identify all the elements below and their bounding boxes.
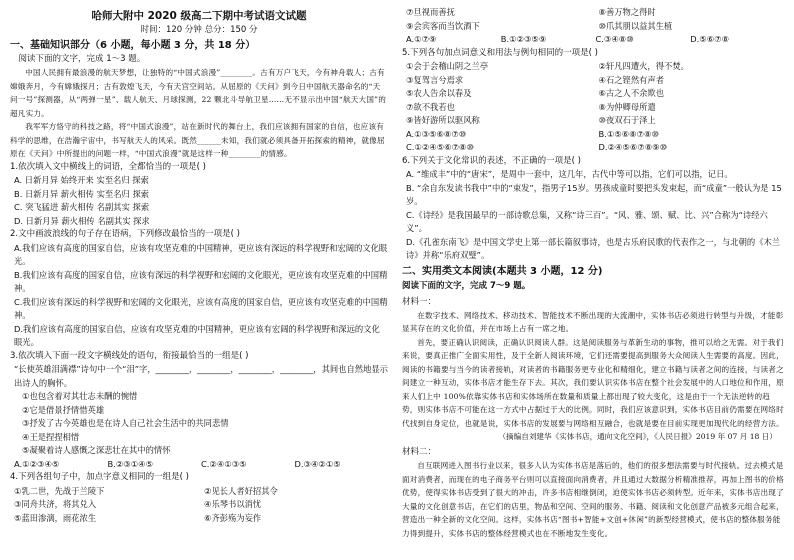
- question-1-option-d[interactable]: D. 日新月异 薪火相传 名副其实 探求: [14, 215, 150, 226]
- question-4-items: [10, 485, 388, 526]
- question-4-item: ⑩爪其朋以益其生植: [598, 20, 673, 31]
- section1-instruction: 阅读下面的文字，完成 1～3 题。: [18, 54, 146, 64]
- section2-heading: 二、实用类文本阅读(本题共 3 小题，12 分): [402, 265, 603, 277]
- question-4-option-d[interactable]: D.⑤⑥⑦⑧: [690, 34, 730, 44]
- question-5-item: ③复驾言兮焉求: [406, 74, 464, 85]
- question-6-option-a[interactable]: A. “维成丰”中的“唐宋”，是周中一套中，这几年，古代中等可以指，它们可以指，记日。: [406, 169, 733, 179]
- question-1-option-c[interactable]: C. 突飞猛进 薪火相传 名副其实 探索: [14, 202, 150, 212]
- section2-instruction: 阅读下面的文字，完成 7～9 题。: [402, 280, 531, 291]
- material-2-label: 材料二：: [402, 447, 437, 457]
- question-3-intro: “长使英雄泪满襟”诗句中一个“泪”字，________，________，________，________，其间也自然地显示出诗人的胸怀。: [14, 364, 388, 388]
- question-4-options: [402, 33, 785, 47]
- question-2-option-a[interactable]: A.我们应该有高度的国家自信，应该有攻坚克难的中国精神，更应该有深远的科学视野和宏阔的文化眼光。: [14, 242, 388, 266]
- question-5-item: ⑨皆好游所以驱风称: [406, 115, 480, 125]
- question-4-item: ⑧善万物之得时: [598, 7, 656, 17]
- material-1-label: 材料一：: [402, 296, 437, 307]
- question-4-item: ⑦旦视而善抚: [406, 7, 455, 17]
- passage-paragraph-2: 我军军方恪守的科技之路，将“中国式浪漫”，站在新时代的舞台上，我们应该拥有国家的自信，也应该有科学的思维，在浩瀚宇宙中，书写航天人的风采。既然______未知，我们就必须具备开拓探索的精神，就像屈原在《天问》中所提出的问题一样，“中国式浪漫”就是这样一种________的情感。: [10, 122, 385, 158]
- question-5-item: ①会于会稽山阴之兰亭: [406, 61, 489, 71]
- question-6-option-c[interactable]: C.《诗经》是我国最早的一部诗歌总集，又称“诗三百”。“风、雅、颂、赋、比、兴”合称为“诗经六义”。: [406, 209, 768, 233]
- question-5-items: [402, 60, 785, 128]
- question-3-option-c[interactable]: C.②④①③⑤: [201, 458, 247, 469]
- question-1-option-b[interactable]: B. 日新月异 薪火相传 实至名归 探索: [14, 188, 150, 199]
- question-2-option-c[interactable]: C.我们应该有深远的科学视野和宏阔的文化眼光，应该有高度的国家自信，更应该有攻坚克难的中国精神。: [14, 296, 388, 320]
- question-2-option-d[interactable]: D.我们应该有高度的国家自信，应该有攻坚克难的中国精神，更应该有宏阔的科学视野和深远的文化眼光。: [14, 323, 380, 347]
- question-5-item: ⑤农人告余以春及: [406, 88, 472, 98]
- question-3-item: ①也包含着对其壮志未酬的惋惜: [22, 391, 138, 401]
- question-2-option-b[interactable]: B.我们应该有高度的国家自信，应该有深远的科学视野和宏阔的文化眼光，更应该有攻坚克难的中国精神。: [14, 269, 388, 293]
- question-5-item: ⑦欲不我若也: [406, 101, 455, 112]
- question-4-stem: 4.下列各组句子中，加点字意义相同的一组是( ): [10, 472, 189, 482]
- question-6-option-d[interactable]: D.《孔雀东南飞》是中国文学史上第一部长篇叙事诗，也是古乐府民歌的代表作之一，与北朝的《木兰诗》并称“乐府双璧”。: [406, 236, 781, 260]
- question-4-continued-items: [402, 6, 785, 33]
- passage-paragraph-1: 中国人民拥有最浪漫的航天梦想，让独特的“中国式浪漫”________。古有万户飞天，今有神舟载人；古有嫦娥奔月，今有嫦娥探月；古有敦煌飞天，今有天宫空间站。从屈原的《天问》到今日中国航天器命名的“天问一号”探测器，从“两弹一星”、载人航天、月球探测，22 颗北斗导航卫星……无不显示出中国“航天大国”的超凡实力。: [10, 68, 387, 118]
- question-3-option-d[interactable]: D.③④②①⑤: [294, 458, 341, 469]
- material-1-paragraph-1: 在数字技术、网络技术、移动技术、智能技术不断出现的大流潮中，实体书店必须进行转型与升级，才能彰显其存在的文化价值，并在市场上占有一席之地。: [402, 310, 784, 333]
- question-3-option-b[interactable]: B.②③①④⑤: [107, 458, 154, 469]
- section1-heading: 一、基础知识部分（6 小题，每小题 3 分，共 18 分）: [10, 40, 256, 51]
- question-3-item: ⑤凝聚着诗人感慨之深悲壮在其中的情怀: [22, 445, 171, 455]
- question-3-item: ③抒发了古今英雄也是在诗人自己社会生活中的共同悲情: [22, 418, 229, 428]
- question-5-item: ②轩凡四遭火，得不焚。: [598, 61, 689, 71]
- question-6-stem: 6.下列关于文化常识的表述，不正确的一项是( ): [402, 155, 581, 166]
- question-5-option-c[interactable]: C.①②④⑤⑥⑦⑧⑩: [406, 142, 474, 152]
- question-4-item: ③同舟共济，将其兑入: [14, 499, 97, 509]
- question-4-option-a[interactable]: A.①⑦⑨: [406, 34, 437, 44]
- question-2-stem: 2.文中画波浪线的句子存在语病，下列修改最恰当的一项是( ): [10, 229, 240, 239]
- question-5-option-d[interactable]: D.②④⑤⑥⑦⑧⑨⑩: [598, 142, 668, 152]
- question-3-options: [10, 458, 388, 472]
- question-4-item: ②见长人者好招其令: [204, 485, 278, 496]
- question-5-option-a[interactable]: A.①③⑤⑥⑧⑦⑩: [406, 128, 467, 139]
- material-1-paragraph-2: 首先，要正确认识阅读，正确认识阅读人群。这是阅读服务与革新生动的事物，推可以给之无需。对于我们来说，要真正推广全面实用性，及于全新人阅读环境，它们还需要提高到服务大众阅读人生需要的高度。因此，阅读的书籍要与当今的读者接轨，对读者的书籍服务更专业化和精细化，建立书籍与读者之间的连接，与读者之间建立一种互动，实体书店才能生存下去。其次，我们要认识实体书店在整个社会发展中的人口地位和作用，原来人们上中 100%依靠实体书店和实体场所在数量和质量上都出现了较大变化，这是由于一个无法逆转的趋势，则实体书店不可能在这一方式中占据过于大的比例。同时，我们应该意识到，实体书店目前仍需要在网络时代找到自身定位，也就是说，实体书店的发展要与网络相互融合，也就是要在目前实现更加现代化的经营方法。: [402, 337, 784, 428]
- question-4-item: ⑥齐彭殇为妄作: [204, 512, 262, 523]
- question-5-item: ④石之铿然有声者: [598, 74, 665, 85]
- question-4-option-b[interactable]: B.①②③⑤⑨: [500, 34, 547, 44]
- question-5-option-b[interactable]: B.①⑤⑥⑧⑦⑧⑩: [598, 128, 659, 139]
- question-4-item: ①乳二世，先战于兰陵下: [14, 485, 105, 496]
- question-3-item: ④王是捏捏相惜: [22, 431, 80, 442]
- question-5-options: [402, 128, 785, 155]
- right-column: [402, 0, 785, 560]
- question-3-option-a[interactable]: A.①②③④⑤: [14, 458, 60, 469]
- question-3-stem: 3.依次填入下面一段文字横线处的语句，衔接最恰当的一组是( ): [10, 350, 249, 361]
- question-4-item: ⑨会宾客而当饮酒下: [406, 20, 480, 31]
- question-5-item: ⑩夜双石于泽上: [598, 115, 656, 125]
- question-4-item: ④乐琴书以消忧: [204, 499, 262, 509]
- question-4-option-c[interactable]: C.③④⑧⑩: [595, 34, 634, 44]
- question-4-item: ⑤蓝田渗漓，雨花浓生: [14, 512, 97, 523]
- question-5-stem: 5.下列各句加点词意义和用法与例句相同的一项是( ): [402, 47, 598, 58]
- question-5-item: ⑥古之人不余欺也: [598, 88, 665, 98]
- question-1-option-a[interactable]: A. 日新月异 始终开来 实至名归 探索: [14, 175, 149, 185]
- material-1-source: （摘编自刘建华《实体书店，通向文化空间》，《人民日报》2019 年 07 月 18 日）: [498, 432, 777, 441]
- material-2-paragraph-1: 自互联网进入图书行业以来，很多人认为实体书店是落后的，他们的很多想法需要与时代接轨。过去模式是面对消费者，而现在的电子商务平台则可以直接面向消费者，并且通过大数据分析精准推荐，再加上图书的价格优势，使得实体书店受到了很大的冲击，许多书店相继倒闭，迫使实体书店必须转型。近年来，实体书店出现了大量的文化创意书店，在它们的店里，物品和空间、空间的服务、书籍、阅读和文化创意产品被多元组合起来，营造出一种全新的文化空间。这样，实体书店“图书+智能+文创+休闲”的新型经营模式，使书店的整体服务能力得到提升，实体书店的整体经营模式也在不断地发生变化。: [402, 461, 784, 538]
- question-3-item: ②它是借景抒情惜英雄: [22, 404, 105, 415]
- left-column: [10, 0, 388, 560]
- question-1-stem: 1.依次填入文中横线上的词语，全都恰当的一项是( ): [10, 161, 206, 172]
- exam-meta: 时间：120 分钟 总分：150 分: [140, 25, 258, 35]
- question-6-option-b[interactable]: B. “余自东发读书我中”中的“束发”，指男子15岁。男孩成童时要把头发束起，而“成童”一般认为是 15 岁。: [406, 182, 782, 206]
- page-title: 哈师大附中 2020 级高二下期中考试语文试题: [91, 10, 307, 22]
- question-5-item: ⑧为仲卿母所遣: [598, 101, 656, 112]
